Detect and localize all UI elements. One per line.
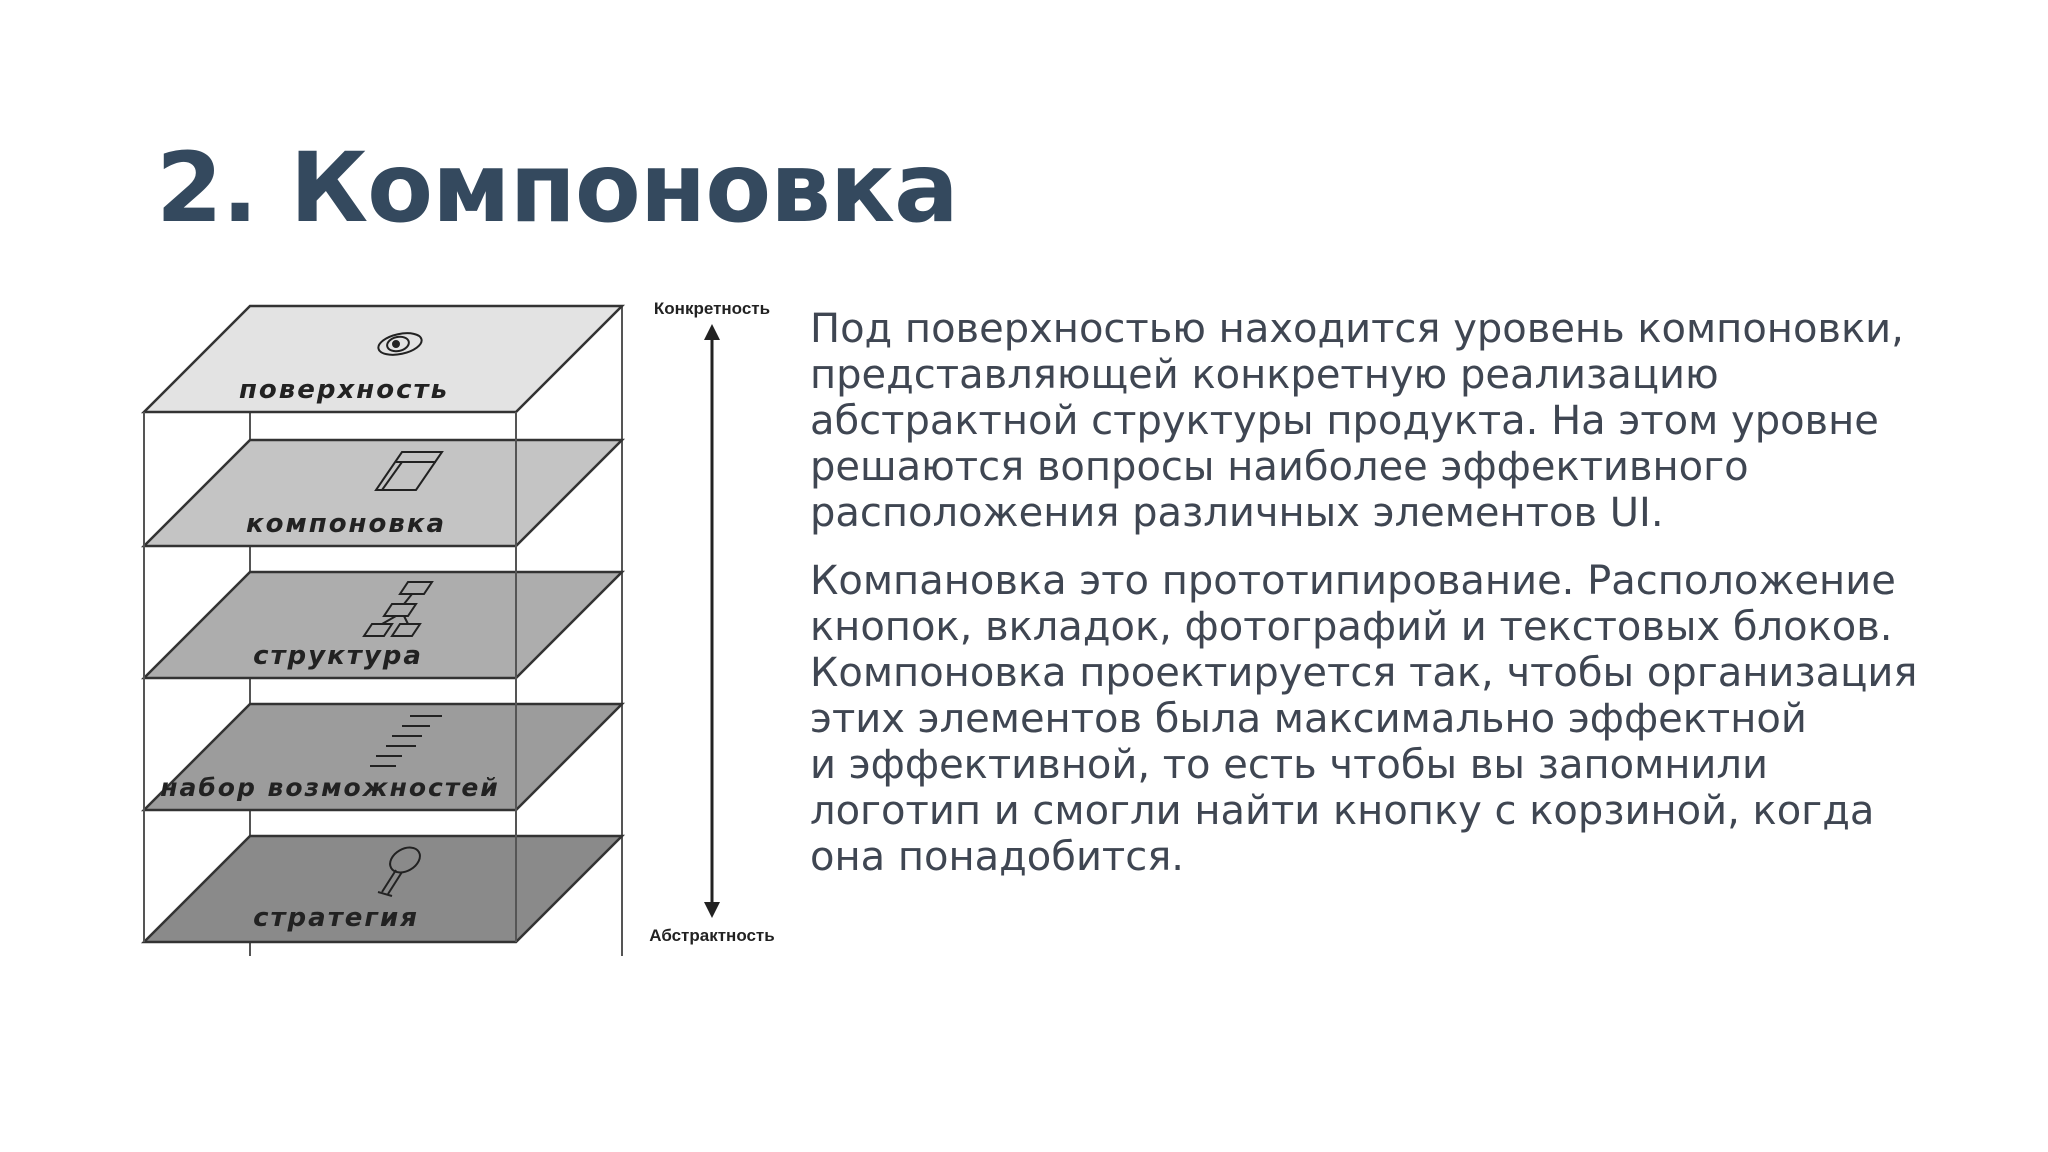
slide-title: 2. Компоновка: [156, 132, 958, 244]
layers-diagram: [120, 280, 820, 980]
layer-label-strategy: стратегия: [253, 903, 419, 933]
paragraph-2: Компановка это прототипирование. Расположение кнопок, вкладок, фотографий и текстовых блоков. Компоновка проектируется так, чтобы организация этих элементов была максимально эффектной и эффективной, то есть чтобы вы запомнили логотип и смогли найти кнопку с корзиной, когда она понадобится.: [810, 558, 1918, 880]
arrow-up-icon: [704, 324, 720, 340]
layer-layout: [144, 440, 622, 546]
concreteness-axis: [649, 299, 774, 945]
layers-diagram-svg: [120, 280, 820, 980]
arrow-down-icon: [704, 902, 720, 918]
layer-structure: [144, 572, 622, 678]
axis-label-bottom: Абстрактность: [649, 926, 775, 945]
layer-features: [144, 704, 622, 810]
layer-strategy: [144, 836, 622, 942]
layer-surface: [144, 306, 622, 412]
layer-label-surface: поверхность: [238, 375, 450, 405]
axis-label-top: Конкретность: [653, 299, 771, 318]
body-text: [810, 306, 1980, 902]
layer-label-features: набор возможностей: [160, 773, 500, 802]
layer-label-structure: структура: [253, 641, 423, 671]
paragraph-1: Под поверхностью находится уровень компоновки, представляющей конкретную реализацию абстрактной структуры продукта. На этом уровне решаются вопросы наиболее эффективного расположения различных элементов UI.: [810, 306, 1904, 536]
layer-label-layout: компоновка: [245, 509, 447, 539]
